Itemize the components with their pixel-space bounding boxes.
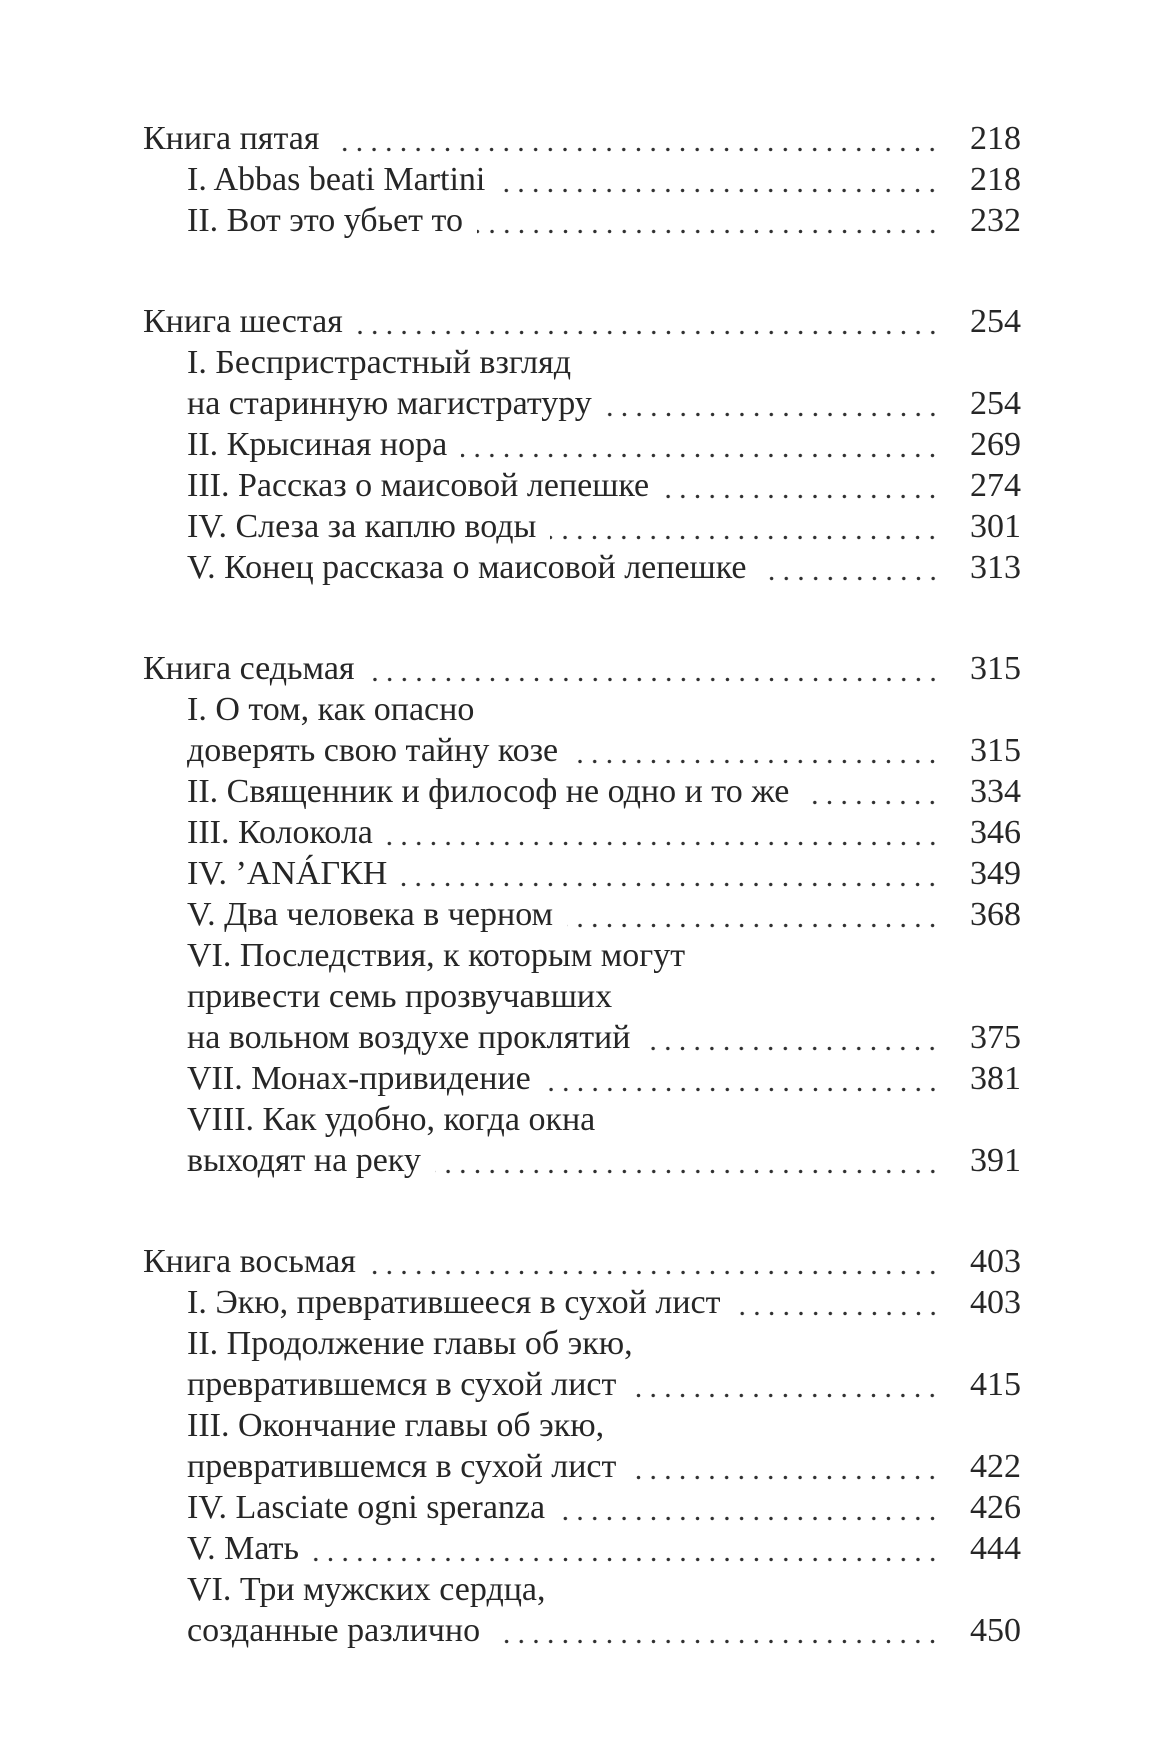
table-of-contents	[143, 118, 1021, 1651]
toc-entry-title: II. Вот это убьет то	[187, 202, 463, 239]
toc-page-number: 368	[970, 896, 1021, 933]
toc-page-number: 426	[970, 1489, 1021, 1526]
toc-page-number: 391	[970, 1142, 1021, 1179]
toc-page-number: 315	[970, 732, 1021, 769]
toc-page-number: 334	[970, 773, 1021, 810]
toc-entry-title: I. О том, как опасно	[187, 691, 475, 728]
dot-leader	[387, 812, 940, 853]
toc-page-number: 375	[970, 1019, 1021, 1056]
toc-page-number: 415	[970, 1366, 1021, 1403]
toc-entry	[143, 1017, 1021, 1058]
toc-section	[143, 301, 1021, 588]
toc-entry-title: Книга восьмая	[143, 1243, 356, 1280]
toc-entry	[143, 465, 1021, 506]
toc-entry	[143, 812, 1021, 853]
toc-page-number: 315	[970, 650, 1021, 687]
toc-entry-title: превратившемся в сухой лист	[187, 1448, 617, 1485]
dot-leader	[803, 771, 940, 812]
toc-entry	[143, 1610, 1021, 1651]
toc-entry	[143, 1528, 1021, 1569]
toc-page-number: 274	[970, 467, 1021, 504]
toc-page-number: 422	[970, 1448, 1021, 1485]
toc-entry	[143, 424, 1021, 465]
toc-page-number: 450	[970, 1612, 1021, 1649]
dot-leader	[606, 383, 940, 424]
toc-entry-title: II. Крысиная нора	[187, 426, 448, 463]
toc-entry-title: созданные различно	[187, 1612, 481, 1649]
toc-page-number: 381	[970, 1060, 1021, 1097]
toc-entry	[143, 1487, 1021, 1528]
toc-page-number: 403	[970, 1243, 1021, 1280]
toc-entry	[143, 689, 1021, 730]
toc-entry	[143, 935, 1021, 976]
dot-leader	[370, 1241, 940, 1282]
toc-entry	[143, 894, 1021, 935]
toc-page-number: 218	[970, 161, 1021, 198]
toc-entry-title: VIII. Как удобно, когда окна	[187, 1101, 596, 1138]
toc-entry-title: VI. Три мужских сердца,	[187, 1571, 546, 1608]
toc-page-number: 232	[970, 202, 1021, 239]
dot-leader	[545, 1058, 940, 1099]
toc-entry-title: I. Беспристрастный взгляд	[187, 344, 572, 381]
toc-entry-title: доверять свою тайну козе	[187, 732, 559, 769]
dot-leader	[435, 1140, 940, 1181]
toc-entry-title: на старинную магистратуру	[187, 385, 592, 422]
toc-entry-title: Книга седьмая	[143, 650, 355, 687]
toc-entry	[143, 383, 1021, 424]
dot-leader	[313, 1528, 940, 1569]
dot-leader	[461, 424, 940, 465]
toc-entry	[143, 1323, 1021, 1364]
toc-page-number: 313	[970, 549, 1021, 586]
toc-entry	[143, 506, 1021, 547]
toc-entry	[143, 976, 1021, 1017]
toc-entry-title: VI. Последствия, к которым могут	[187, 937, 686, 974]
toc-entry	[143, 1364, 1021, 1405]
toc-entry-title: VII. Монах-привидение	[187, 1060, 531, 1097]
toc-entry-title: II. Продолжение главы об экю,	[187, 1325, 633, 1362]
toc-entry-title: Книга пятая	[143, 120, 320, 157]
toc-entry-title: I. Экю, превратившееся в сухой лист	[187, 1284, 721, 1321]
toc-entry	[143, 1099, 1021, 1140]
toc-entry-title: IV. Слеза за каплю воды	[187, 508, 537, 545]
toc-entry	[143, 159, 1021, 200]
toc-entry	[143, 342, 1021, 383]
toc-section	[143, 648, 1021, 1181]
toc-entry	[143, 730, 1021, 771]
toc-entry	[143, 771, 1021, 812]
toc-entry-title: III. Окончание главы об экю,	[187, 1407, 605, 1444]
toc-entry	[143, 1140, 1021, 1181]
toc-page-number: 444	[970, 1530, 1021, 1567]
toc-entry	[143, 1446, 1021, 1487]
toc-entry	[143, 1058, 1021, 1099]
toc-entry-title: IV. ’ANÁГКН	[187, 855, 388, 892]
toc-entry	[143, 1405, 1021, 1446]
toc-entry-title: V. Два человека в черном	[187, 896, 554, 933]
dot-leader	[630, 1364, 940, 1405]
toc-entry-title: I. Abbas beati Martini	[187, 161, 486, 198]
toc-page-number: 403	[970, 1284, 1021, 1321]
toc-entry-title: V. Мать	[187, 1530, 299, 1567]
dot-leader	[644, 1017, 940, 1058]
toc-entry-title: IV. Lasciate ogni speranza	[187, 1489, 546, 1526]
dot-leader	[735, 1282, 941, 1323]
toc-page-number: 254	[970, 303, 1021, 340]
toc-book-heading	[143, 648, 1021, 689]
dot-leader	[630, 1446, 940, 1487]
dot-leader	[567, 894, 940, 935]
toc-entry-title: II. Священник и философ не одно и то же	[187, 773, 790, 810]
toc-entry-title: III. Колокола	[187, 814, 373, 851]
toc-entry-title: привести семь прозвучавших	[187, 978, 613, 1015]
toc-page-number: 346	[970, 814, 1021, 851]
toc-entry-title: выходят на реку	[187, 1142, 421, 1179]
toc-book-heading	[143, 301, 1021, 342]
dot-leader	[357, 301, 940, 342]
toc-entry	[143, 547, 1021, 588]
dot-leader	[333, 118, 940, 159]
toc-entry-title: Книга шестая	[143, 303, 343, 340]
toc-entry	[143, 200, 1021, 241]
dot-leader	[499, 159, 940, 200]
toc-page-number: 301	[970, 508, 1021, 545]
toc-entry	[143, 853, 1021, 894]
dot-leader	[572, 730, 940, 771]
toc-entry-title: превратившемся в сухой лист	[187, 1366, 617, 1403]
toc-entry-title: III. Рассказ о маисовой лепешке	[187, 467, 650, 504]
toc-page-number: 254	[970, 385, 1021, 422]
toc-section	[143, 1241, 1021, 1651]
toc-section	[143, 118, 1021, 241]
dot-leader	[550, 506, 940, 547]
dot-leader	[477, 200, 940, 241]
toc-page-number: 218	[970, 120, 1021, 157]
toc-entry-title: на вольном воздухе проклятий	[187, 1019, 631, 1056]
dot-leader	[761, 547, 941, 588]
dot-leader	[559, 1487, 940, 1528]
toc-book-heading	[143, 1241, 1021, 1282]
dot-leader	[401, 853, 940, 894]
dot-leader	[663, 465, 940, 506]
dot-leader	[369, 648, 940, 689]
toc-entry	[143, 1282, 1021, 1323]
toc-page-number: 349	[970, 855, 1021, 892]
toc-entry-title: V. Конец рассказа о маисовой лепешке	[187, 549, 747, 586]
toc-book-heading	[143, 118, 1021, 159]
dot-leader	[494, 1610, 940, 1651]
toc-entry	[143, 1569, 1021, 1610]
toc-page-number: 269	[970, 426, 1021, 463]
